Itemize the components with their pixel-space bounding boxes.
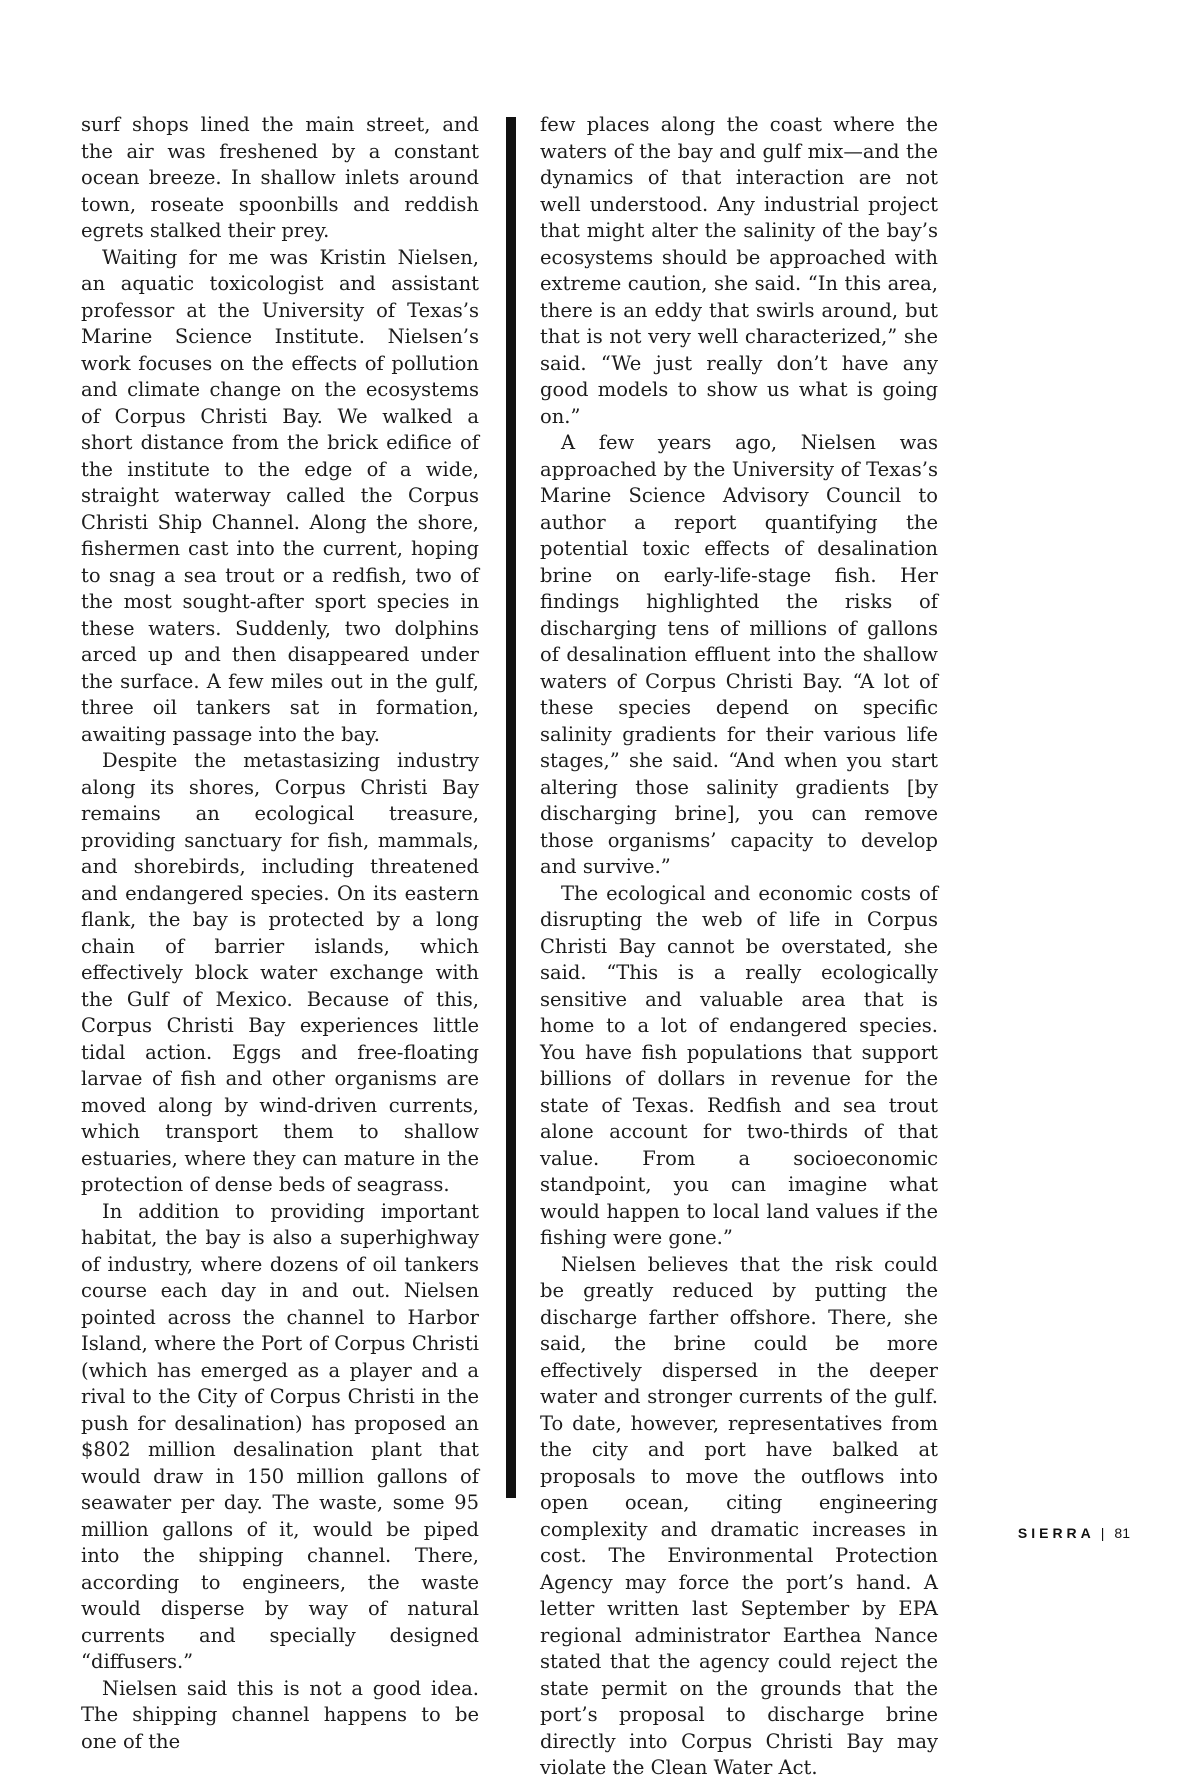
paragraph: In addition to providing important habitat, the bay is also a superhighway of industry, where dozens of oil tankers course each day in and out. Nielsen pointed across the channel to Harbor Island, where the Port of Corpus Christi (which has emerged as a player and a rival to the City of Corpus Christi in the push for desalination) has proposed an $802 million desalination plant that would draw in 150 million gallons of seawater per day. The waste, some 95 million gallons of it, would be piped into the shipping channel. There, according to engineers, the waste would disperse by way of natural currents and specially designed “diffusers.” xyxy=(81,1199,479,1673)
right-column xyxy=(540,112,938,1782)
page-number: 81 xyxy=(1114,1525,1130,1541)
paragraph: surf shops lined the main street, and the air was freshened by a constant ocean breeze. In shallow inlets around town, roseate spoonbills and reddish egrets stalked their prey. xyxy=(81,113,479,242)
footer-separator: | xyxy=(1100,1525,1105,1541)
column-divider xyxy=(506,117,516,1498)
paragraph: The ecological and economic costs of disrupting the web of life in Corpus Christi Bay cannot be overstated, she said. “This is a really ecologically sensitive and valuable area that is home to a lot of endangered species. You have fish populations that support billions of dollars in revenue for the state of Texas. Redfish and sea trout alone account for two-thirds of that value. From a socioeconomic standpoint, you can imagine what would happen to local land values if the fishing were gone.” xyxy=(540,881,938,1249)
paragraph: few places along the coast where the waters of the bay and gulf mix—and the dynamics of that interaction are not well understood. Any industrial project that might alter the salinity of the bay’s ecosystems should be approached with extreme caution, she said. “In this area, there is an eddy that swirls around, but that is not very well characterized,” she said. “We just really don’t have any good models to show us what is going on.” xyxy=(540,113,938,428)
left-column xyxy=(81,112,479,1755)
magazine-name: SIERRA xyxy=(1017,1525,1095,1541)
page-footer xyxy=(1018,1525,1130,1541)
paragraph: Nielsen believes that the risk could be greatly reduced by putting the discharge farther offshore. There, she said, the brine could be more effectively dispersed in the deeper water and stronger currents of the gulf. To date, however, representatives from the city and port have balked at proposals to move the outflows into open ocean, citing engineering complexity and dramatic increases in cost. The Environmental Protection Agency may force the port’s hand. A letter written last September by EPA regional administrator Earthea Nance stated that the agency could reject the state permit on the grounds that the port’s proposal to discharge brine directly into Corpus Christi Bay may violate the Clean Water Act. xyxy=(540,1252,938,1779)
paragraph: Nielsen said this is not a good idea. The shipping channel happens to be one of the xyxy=(81,1676,479,1753)
paragraph: Waiting for me was Kristin Nielsen, an aquatic toxicologist and assistant professor at the University of Texas’s Marine Science Institute. Nielsen’s work focuses on the effects of pollution and climate change on the ecosystems of Corpus Christi Bay. We walked a short distance from the brick edifice of the institute to the edge of a wide, straight waterway called the Corpus Christi Ship Channel. Along the shore, fishermen cast into the current, hoping to snag a sea trout or a redfish, two of the most sought-after sport species in these waters. Suddenly, two dolphins arced up and then disappeared under the surface. A few miles out in the gulf, three oil tankers sat in formation, awaiting passage into the bay. xyxy=(81,245,479,746)
paragraph: Despite the metastasizing industry along its shores, Corpus Christi Bay remains an ecological treasure, providing sanctuary for fish, mammals, and shorebirds, including threatened and endangered species. On its eastern flank, the bay is protected by a long chain of barrier islands, which effectively block water exchange with the Gulf of Mexico. Because of this, Corpus Christi Bay experiences little tidal action. Eggs and free-floating larvae of fish and other organisms are moved along by wind-driven currents, which transport them to shallow estuaries, where they can mature in the protection of dense beds of seagrass. xyxy=(81,749,479,1196)
paragraph: A few years ago, Nielsen was approached by the University of Texas’s Marine Science Advisory Council to author a report quantifying the potential toxic effects of desalination brine on early-life-stage fish. Her findings highlighted the risks of discharging tens of millions of gallons of desalination effluent into the shallow waters of Corpus Christi Bay. “A lot of these species depend on specific salinity gradients for their various life stages,” she said. “And when you start altering those salinity gradients [by discharging brine], you can remove those organisms’ capacity to develop and survive.” xyxy=(540,431,938,878)
